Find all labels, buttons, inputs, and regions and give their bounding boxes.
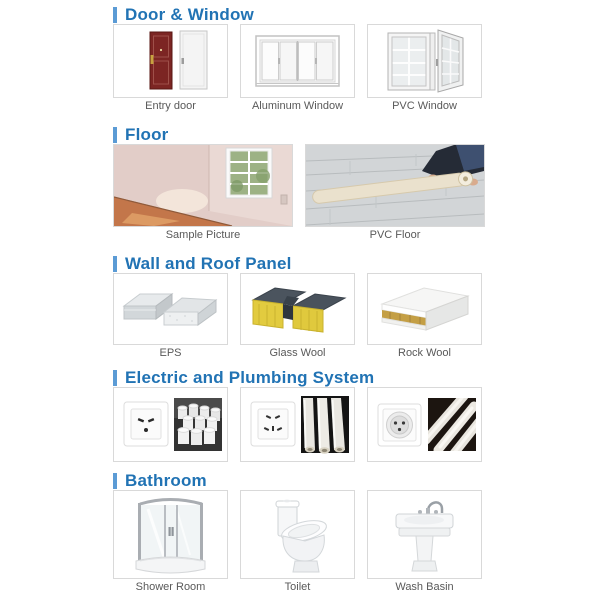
card-row [113,387,485,462]
product-label: Rock Wool [398,347,451,359]
product-card-wash-basin [367,490,482,579]
toilet-image [241,491,354,578]
section-wall-roof-panel [113,254,485,360]
section-bathroom [113,471,485,594]
product-card-sample-picture [113,144,293,227]
product-card-socket-fittings [113,387,228,462]
product-card-socket-pipes [240,387,355,462]
accent-bar [113,370,117,386]
product-card-aluminum-window [240,24,355,98]
section-title: Door & Window [125,4,254,24]
card-row [113,490,485,579]
round-socket-and-diagonal-pipes-image [368,388,481,461]
glass-wool-panel-image [241,274,354,344]
product-label: Glass Wool [269,347,326,359]
product-card-glass-wool [240,273,355,345]
accent-bar [113,7,117,23]
section-header [113,254,485,273]
product-label: Sample Picture [165,229,241,241]
section-floor [113,125,485,242]
product-label: Entry door [145,100,196,112]
wall-socket-and-pipe-fittings-image [114,388,227,461]
card-row [113,273,485,345]
section-title: Wall and Roof Panel [125,253,292,273]
accent-bar [113,473,117,489]
eps-panel-image [114,274,227,344]
label-row [113,100,485,113]
card-row [113,24,485,98]
product-label: Shower Room [135,581,206,593]
aluminum-window-image [241,25,354,97]
section-header [113,5,485,24]
room-interior-image [114,145,292,226]
pvc-window-image [368,25,481,97]
product-card-eps [113,273,228,345]
section-title: Electric and Plumbing System [125,367,375,387]
product-label: Wash Basin [395,581,454,593]
label-row [113,347,485,360]
accent-bar [113,127,117,143]
pvc-floor-installation-image [306,145,484,226]
label-row [113,229,485,242]
section-title: Bathroom [125,470,207,490]
shower-room-image [114,491,227,578]
product-label: PVC Window [392,100,457,112]
entry-door-image [114,25,227,97]
rock-wool-panel-image [368,274,481,344]
wash-basin-image [368,491,481,578]
product-card-pvc-floor [305,144,485,227]
section-electric-plumbing [113,368,485,462]
product-label: Toilet [284,581,311,593]
label-row [113,581,485,594]
product-card-shower-room [113,490,228,579]
product-catalog-page [0,5,600,600]
section-header [113,125,485,144]
accent-bar [113,256,117,272]
product-card-round-socket-pipes [367,387,482,462]
product-card-rock-wool [367,273,482,345]
section-title: Floor [125,124,169,144]
product-label: PVC Floor [369,229,421,241]
product-label: EPS [159,347,182,359]
section-header [113,368,485,387]
product-card-pvc-window [367,24,482,98]
product-label: Aluminum Window [251,100,344,112]
product-card-toilet [240,490,355,579]
section-door-window [113,5,485,113]
wall-socket-and-vertical-pipes-image [241,388,354,461]
card-row [113,144,485,227]
section-header [113,471,485,490]
product-card-entry-door [113,24,228,98]
